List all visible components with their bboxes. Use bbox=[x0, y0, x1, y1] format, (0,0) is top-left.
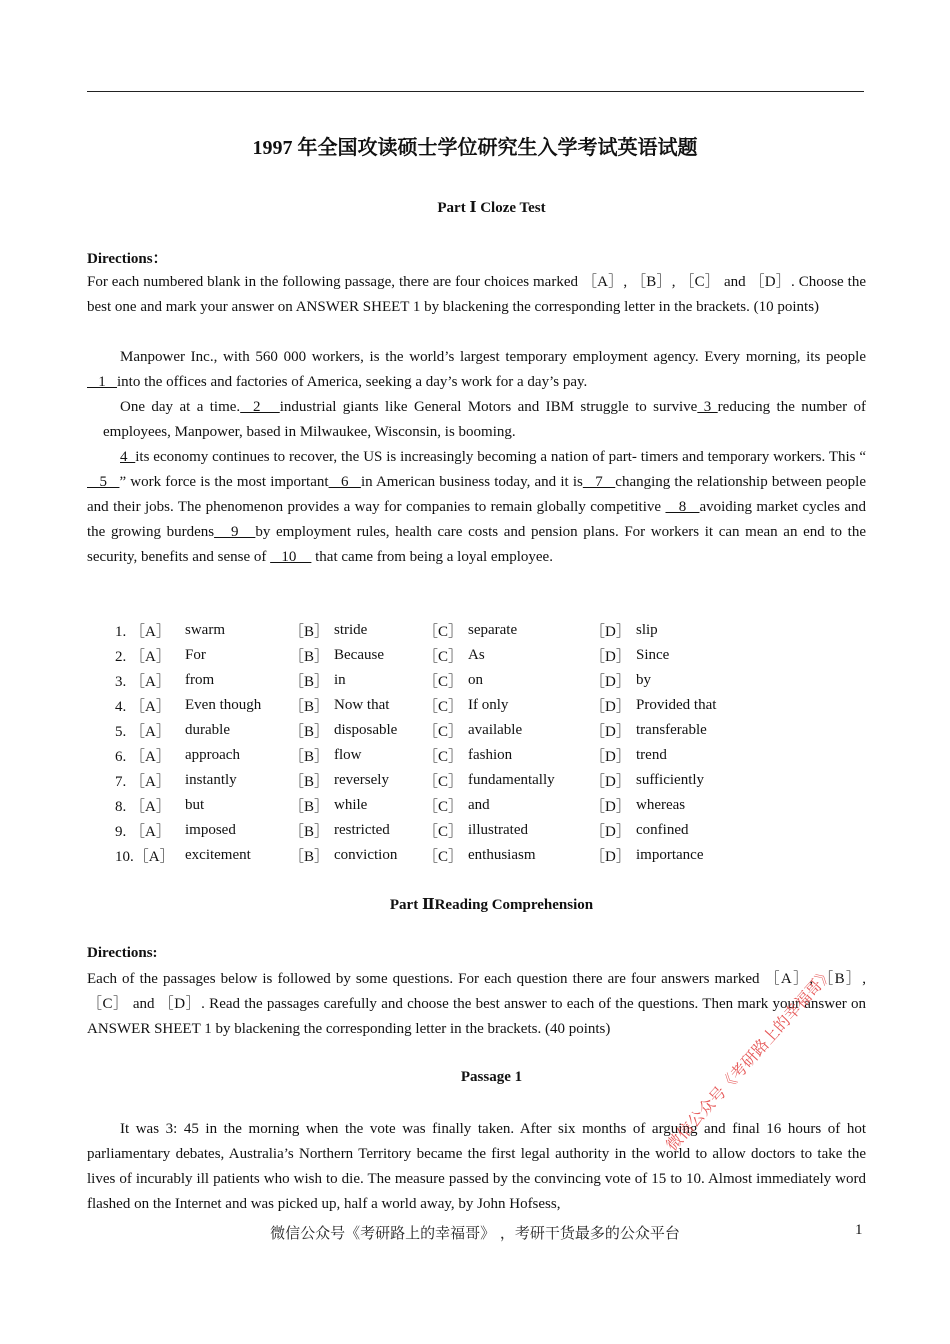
option-row bbox=[115, 668, 756, 693]
option-cell-c: on bbox=[468, 672, 483, 688]
option-cell-lb: ［B］ bbox=[289, 824, 330, 840]
part1-directions-label: Directions： bbox=[87, 251, 168, 267]
option-cell-a: swarm bbox=[185, 622, 225, 638]
option-cell-c: fundamentally bbox=[468, 772, 555, 788]
option-cell-ld: ［D］ bbox=[590, 774, 631, 790]
cloze-paragraph-1: Manpower Inc., with 560 000 workers, is the world’s largest temporary employment agency. Every morning, its people 1 into the offices and factories of America, seeking a day’s work for a day’s pay. bbox=[87, 349, 866, 390]
part2-heading: Part ⅡReading Comprehension bbox=[389, 897, 594, 913]
option-cell-a: durable bbox=[185, 722, 230, 738]
blank-10: 10 bbox=[270, 549, 312, 565]
option-cell-d: trend bbox=[636, 747, 667, 763]
option-cell-lc: ［C］ bbox=[423, 849, 464, 865]
part1-heading: Part Ⅰ Cloze Test bbox=[437, 200, 546, 216]
option-cell-a: excitement bbox=[185, 847, 251, 863]
cloze-paragraph-2: One day at a time. 2 industrial giants like General Motors and IBM struggle to survive 3 reducing the number of employees, Manpower, based in Milwaukee, Wisconsin, is booming. bbox=[103, 399, 867, 440]
option-cell-b: stride bbox=[334, 622, 368, 638]
option-cell-lc: ［C］ bbox=[423, 724, 464, 740]
option-cell-d: by bbox=[636, 672, 651, 688]
blank-6: 6 bbox=[328, 474, 361, 490]
option-cell-lc: ［C］ bbox=[423, 674, 464, 690]
option-cell-lc: ［C］ bbox=[423, 699, 464, 715]
blank-3: 3 bbox=[697, 399, 718, 415]
blank-7: 7 bbox=[582, 474, 616, 490]
option-row bbox=[115, 818, 756, 843]
option-cell-num: 10.［A］ bbox=[115, 849, 175, 865]
part2-directions-label: Directions: bbox=[87, 945, 158, 961]
option-cell-ld: ［D］ bbox=[590, 749, 631, 765]
option-cell-ld: ［D］ bbox=[590, 824, 631, 840]
option-cell-lc: ［C］ bbox=[423, 624, 464, 640]
part1-directions-text: For each numbered blank in the following passage, there are four choices marked ［A］, ［B］, ［C］ and ［D］. Choose the best one and mark your answer on ANSWER SHEET 1 by blackening the corresponding letter in the brackets. (10 points) bbox=[87, 274, 866, 315]
option-cell-c: If only bbox=[468, 697, 509, 713]
option-cell-ld: ［D］ bbox=[590, 699, 631, 715]
option-cell-b: flow bbox=[334, 747, 362, 763]
option-cell-a: imposed bbox=[185, 822, 236, 838]
option-cell-d: confined bbox=[636, 822, 689, 838]
part2-directions-text: Each of the passages below is followed by some questions. For each question there are four answers marked ［A］, ［B］,［C］ and ［D］. Read the passages carefully and choose the best answer to each of the questions. Then mark your answer on ANSWER SHEET 1 by blackening the corresponding letter in the brackets. (40 points) bbox=[87, 971, 866, 1037]
option-cell-b: restricted bbox=[334, 822, 390, 838]
option-cell-c: separate bbox=[468, 622, 518, 638]
option-row bbox=[115, 618, 756, 643]
option-cell-num: 7. ［A］ bbox=[115, 774, 171, 790]
option-cell-num: 9. ［A］ bbox=[115, 824, 171, 840]
option-cell-lb: ［B］ bbox=[289, 724, 330, 740]
passage-1-heading: Passage 1 bbox=[460, 1069, 523, 1085]
option-cell-lc: ［C］ bbox=[423, 824, 464, 840]
option-cell-lc: ［C］ bbox=[423, 749, 464, 765]
option-row bbox=[115, 843, 756, 868]
option-cell-ld: ［D］ bbox=[590, 849, 631, 865]
blank-4: 4 bbox=[120, 449, 136, 465]
option-cell-b: in bbox=[334, 672, 346, 688]
page-number: 1 bbox=[855, 1222, 863, 1238]
option-cell-a: instantly bbox=[185, 772, 237, 788]
option-cell-d: Provided that bbox=[636, 697, 717, 713]
blank-9: 9 bbox=[214, 524, 256, 540]
option-cell-lb: ［B］ bbox=[289, 649, 330, 665]
option-row bbox=[115, 693, 756, 718]
option-cell-lb: ［B］ bbox=[289, 849, 330, 865]
option-cell-lc: ［C］ bbox=[423, 774, 464, 790]
blank-1: 1 bbox=[87, 374, 117, 390]
option-cell-d: Since bbox=[636, 647, 670, 663]
header-rule bbox=[87, 91, 864, 92]
option-row bbox=[115, 643, 756, 668]
option-cell-d: transferable bbox=[636, 722, 707, 738]
option-cell-a: but bbox=[185, 797, 205, 813]
watermark-stamp: 微信公众号《考研路上的幸福哥》 bbox=[662, 963, 837, 1155]
option-cell-lb: ［B］ bbox=[289, 624, 330, 640]
option-cell-lb: ［B］ bbox=[289, 774, 330, 790]
option-cell-c: and bbox=[468, 797, 490, 813]
blank-8: 8 bbox=[665, 499, 700, 515]
cloze-options-table bbox=[115, 618, 756, 868]
option-cell-a: For bbox=[185, 647, 206, 663]
option-cell-num: 1. ［A］ bbox=[115, 624, 171, 640]
option-cell-lb: ［B］ bbox=[289, 749, 330, 765]
option-cell-lc: ［C］ bbox=[423, 799, 464, 815]
option-cell-ld: ［D］ bbox=[590, 724, 631, 740]
option-cell-num: 8. ［A］ bbox=[115, 799, 171, 815]
option-cell-ld: ［D］ bbox=[590, 649, 631, 665]
option-cell-num: 3. ［A］ bbox=[115, 674, 171, 690]
option-cell-c: As bbox=[468, 647, 485, 663]
option-cell-b: Now that bbox=[334, 697, 390, 713]
option-cell-b: disposable bbox=[334, 722, 398, 738]
option-row bbox=[115, 743, 756, 768]
option-row bbox=[115, 768, 756, 793]
option-cell-d: sufficiently bbox=[636, 772, 705, 788]
option-cell-d: importance bbox=[636, 847, 704, 863]
option-cell-b: Because bbox=[334, 647, 384, 663]
option-row bbox=[115, 718, 756, 743]
blank-2: 2 bbox=[240, 399, 280, 415]
option-cell-ld: ［D］ bbox=[590, 624, 631, 640]
option-cell-c: enthusiasm bbox=[468, 847, 536, 863]
option-cell-num: 4. ［A］ bbox=[115, 699, 171, 715]
option-cell-c: fashion bbox=[468, 747, 513, 763]
cloze-paragraph-3: 4 its economy continues to recover, the US is increasingly becoming a nation of part- timers and temporary workers. This “ 5 ” work force is the most important 6 in American business today, and it is 7 changing the relationship between people and their jobs. The phenomenon provides a way for companies to remain globally competitive 8 avoiding market cycles and the growing burdens 9 by employment rules, health care costs and pension plans. For workers it can mean an end to the security, benefits and sense of 10 that came from being a loyal employee. bbox=[87, 449, 867, 565]
option-cell-ld: ［D］ bbox=[590, 674, 631, 690]
option-cell-lc: ［C］ bbox=[423, 649, 464, 665]
option-cell-num: 2. ［A］ bbox=[115, 649, 171, 665]
page-title: 1997 年全国攻读硕士学位研究生入学考试英语试题 bbox=[252, 137, 698, 159]
option-cell-c: available bbox=[468, 722, 523, 738]
option-cell-lb: ［B］ bbox=[289, 799, 330, 815]
passage-1-text: It was 3: 45 in the morning when the vote was finally taken. After six months of arguing and final 16 hours of hot parliamentary debates, Australia’s Northern Territory became the first legal authority in the world to allow doctors to take the lives of incurably ill patients who wish to die. The measure passed by the convincing vote of 15 to 10. Almost immediately word flashed on the Internet and was picked up, half a world away, by John Hofsess, bbox=[87, 1121, 866, 1212]
option-cell-num: 5. ［A］ bbox=[115, 724, 171, 740]
option-cell-b: while bbox=[334, 797, 368, 813]
option-cell-a: Even though bbox=[185, 697, 262, 713]
option-cell-lb: ［B］ bbox=[289, 699, 330, 715]
page-footer: 微信公众号《考研路上的幸福哥》 ，考研干货最多的公众平台 bbox=[270, 1224, 680, 1242]
option-cell-num: 6. ［A］ bbox=[115, 749, 171, 765]
option-cell-d: slip bbox=[636, 622, 658, 638]
option-row bbox=[115, 793, 756, 818]
option-cell-a: approach bbox=[185, 747, 240, 763]
option-cell-lb: ［B］ bbox=[289, 674, 330, 690]
option-cell-a: from bbox=[185, 672, 215, 688]
blank-5: 5 bbox=[87, 474, 120, 490]
option-cell-d: whereas bbox=[636, 797, 686, 813]
option-cell-ld: ［D］ bbox=[590, 799, 631, 815]
option-cell-c: illustrated bbox=[468, 822, 528, 838]
option-cell-b: conviction bbox=[334, 847, 398, 863]
option-cell-b: reversely bbox=[334, 772, 389, 788]
